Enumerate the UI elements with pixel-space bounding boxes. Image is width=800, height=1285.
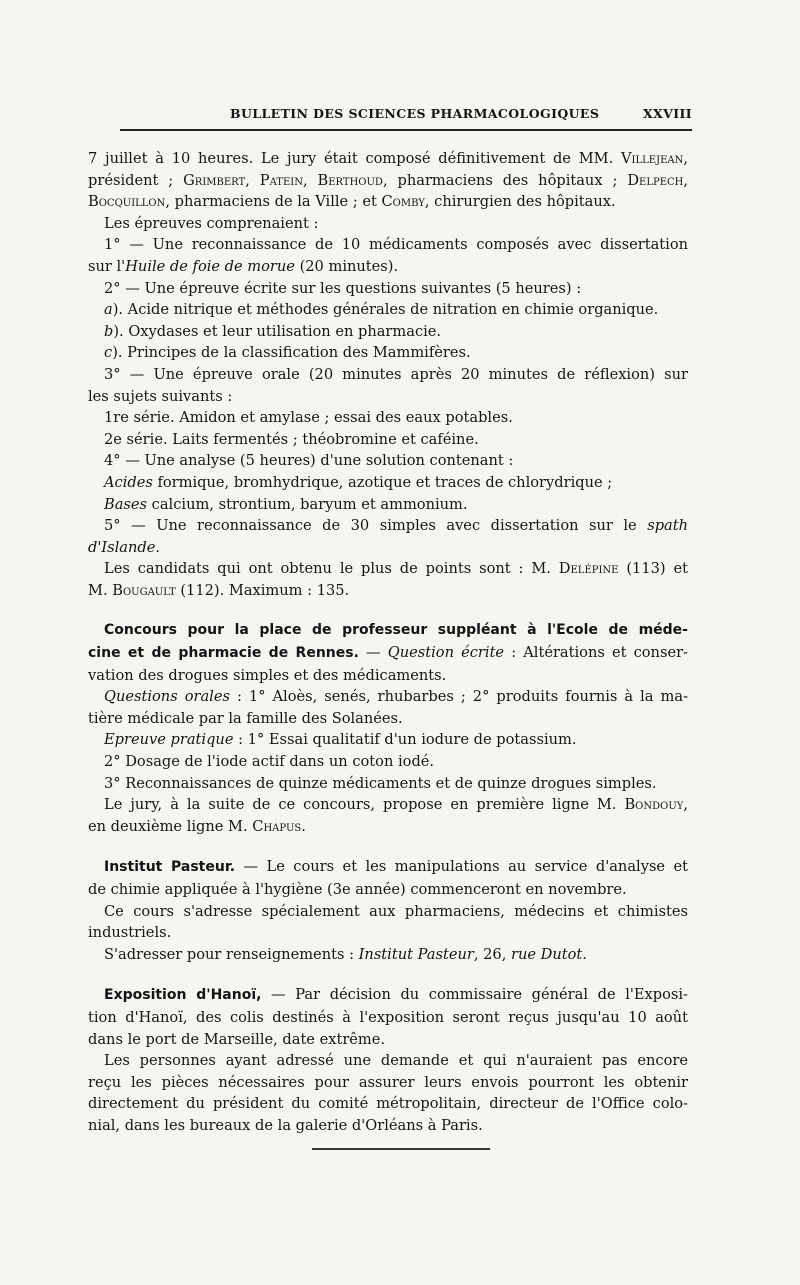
- text-line: tion d'Hanoï, des colis destinés à l'exposition seront reçus jusqu'au 10 août: [88, 1008, 688, 1026]
- text-line: Exposition d'Hanoï, — Par décision du commissaire général de l'Exposi-: [104, 986, 688, 1004]
- section-heading: Exposition d'Hanoï,: [104, 987, 262, 1004]
- section-gap: [88, 601, 688, 619]
- text-line: 7 juillet à 10 heures. Le jury était composé définitivement de MM. Villejean,: [88, 150, 688, 167]
- text-line: 1re série. Amidon et amylase ; essai des eaux potables.: [104, 409, 513, 427]
- text-line: sur l'Huile de foie de morue (20 minutes).: [88, 257, 399, 275]
- article-body: [88, 148, 688, 1137]
- text-line: 2° Dosage de l'iode actif dans un coton iodé.: [104, 753, 435, 771]
- institut-pasteur-section: [88, 856, 688, 965]
- section-heading: Institut Pasteur.: [104, 859, 236, 876]
- text-line: 3° Reconnaissances de quinze médicaments et de quinze drogues simples.: [104, 774, 657, 792]
- text-line: Les épreuves comprenaient :: [104, 214, 319, 232]
- text-line: 4° — Une analyse (5 heures) d'une solution contenant :: [104, 452, 514, 470]
- text-line: nial, dans les bureaux de la galerie d'Orléans à Paris.: [88, 1116, 483, 1134]
- text-line: industriels.: [88, 924, 172, 942]
- text-line: président ; Grimbert, Patein, Berthoud, pharmaciens des hôpitaux ; Delpech,: [88, 171, 688, 189]
- text-line: Les candidats qui ont obtenu le plus de points sont : M. Delépine (113) et: [104, 560, 688, 578]
- text-line: Le jury, à la suite de ce concours, propose en première ligne M. Bondouy,: [104, 796, 688, 814]
- text-line: Ce cours s'adresse spécialement aux pharmaciens, médecins et chimistes: [104, 902, 688, 920]
- page-number: XXVIII: [642, 106, 692, 121]
- text-line: Acides formique, bromhydrique, azotique et traces de chlorydrique ;: [104, 473, 613, 491]
- text-line: Institut Pasteur. — Le cours et les manipulations au service d'analyse et: [104, 858, 688, 876]
- running-header: [120, 98, 692, 128]
- rennes-concours-section: [88, 619, 688, 837]
- text-line: 2e série. Laits fermentés ; théobromine et caféine.: [104, 430, 479, 448]
- text-line: Epreuve pratique : 1° Essai qualitatif d'un iodure de potassium.: [104, 731, 577, 749]
- text-line: M. Bougault (112). Maximum : 135.: [88, 581, 350, 599]
- text-line: Questions orales : 1° Aloès, senés, rhubarbes ; 2° produits fournis à la ma-: [104, 688, 688, 706]
- closing-rule: [312, 1148, 490, 1150]
- text-line: vation des drogues simples et des médicaments.: [88, 666, 447, 684]
- text-line: de chimie appliquée à l'hygiène (3e année) commenceront en novembre.: [88, 881, 627, 898]
- text-line: a). Acide nitrique et méthodes générales de nitration en chimie organique.: [104, 301, 659, 319]
- section-heading: Concours pour la place de professeur suppléant à l'Ecole de méde-: [104, 622, 688, 639]
- text-line: 2° — Une épreuve écrite sur les questions suivantes (5 heures) :: [104, 279, 582, 297]
- text-line: c). Principes de la classification des Mammifères.: [104, 344, 471, 362]
- exposition-hanoi-section: [88, 984, 688, 1136]
- text-line: S'adresser pour renseignements : Institut Pasteur, 26, rue Dutot.: [104, 945, 587, 963]
- text-line: d'Islande.: [88, 538, 160, 556]
- text-line: directement du président du comité métropolitain, directeur de l'Office colo-: [88, 1095, 688, 1113]
- text-line: Bocquillon, pharmaciens de la Ville ; et Comby, chirurgien des hôpitaux.: [88, 193, 616, 211]
- text-line: Bases calcium, strontium, baryum et ammonium.: [104, 495, 468, 513]
- section-gap: [88, 965, 688, 984]
- text-line: les sujets suivants :: [88, 387, 233, 405]
- text-line: b). Oxydases et leur utilisation en pharmacie.: [104, 322, 442, 340]
- text-line: reçu les pièces nécessaires pour assurer leurs envois pourront les obtenir: [88, 1073, 688, 1091]
- text-line: 1° — Une reconnaissance de 10 médicaments composés avec dissertation: [104, 236, 688, 254]
- text-line: en deuxième ligne M. Chapus.: [88, 817, 306, 835]
- section-gap: [88, 837, 688, 856]
- text-line: tière médicale par la famille des Solanées.: [88, 709, 403, 727]
- exam-report-section: [88, 148, 688, 601]
- header-rule: [120, 129, 692, 131]
- journal-title: BULLETIN DES SCIENCES PHARMACOLOGIQUES: [230, 106, 600, 121]
- text-line: cine et de pharmacie de Rennes. — Question écrite : Altérations et conser-: [88, 644, 688, 662]
- text-line: 5° — Une reconnaissance de 30 simples avec dissertation sur le spath: [104, 517, 688, 535]
- text-line: 3° — Une épreuve orale (20 minutes après 20 minutes de réflexion) sur: [104, 365, 688, 383]
- text-line: dans le port de Marseille, date extrême.: [88, 1030, 386, 1048]
- text-line: Les personnes ayant adressé une demande et qui n'auraient pas encore: [104, 1052, 688, 1070]
- text-line: [88, 619, 688, 642]
